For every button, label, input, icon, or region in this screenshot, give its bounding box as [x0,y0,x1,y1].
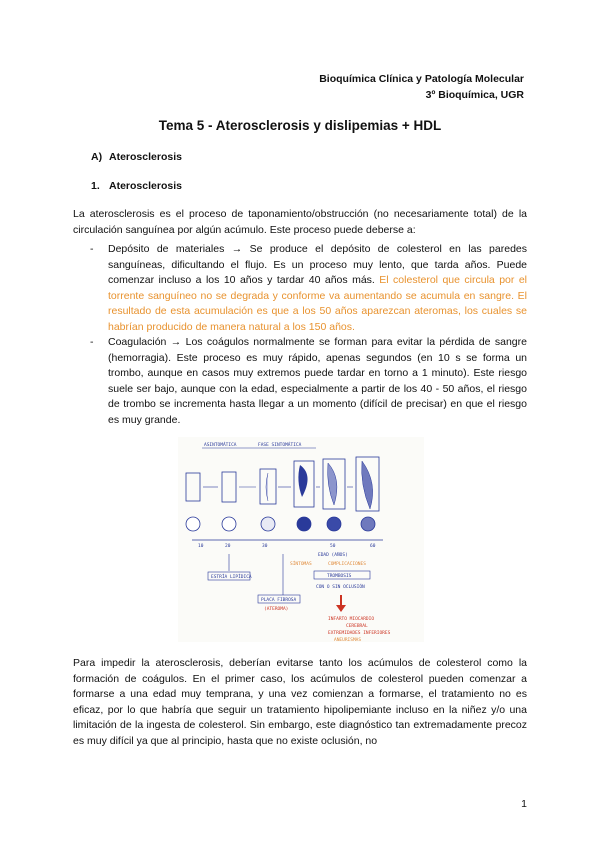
label-placa-fibrosa: PLACA FIBROSA [261,598,297,603]
intro-paragraph: La aterosclerosis es el proceso de taponamiento/obstrucción (no necesariamente total) de la circulación sanguínea por algún acúmulo. Este proceso puede deberse a: [73,208,527,236]
section-a-label: A) [91,151,103,163]
section-1-heading: Aterosclerosis [109,180,182,192]
label-ateroma: (ATEROMA) [264,607,289,612]
tick-30: 30 [262,544,268,549]
section-a-heading: Aterosclerosis [109,151,182,163]
course-year: 3º Bioquímica, UGR [425,89,524,101]
page-title: Tema 5 - Aterosclerosis y dislipemias + HDL [158,118,442,133]
course-header [319,71,524,103]
label-edad: EDAD (AÑOS) [318,553,348,558]
label-trombosis: TROMBOSIS [327,574,352,579]
tick-10: 10 [198,544,204,549]
bullet-deposito [108,242,527,336]
tick-20: 20 [225,544,231,549]
label-fase-sintomatica: FASE SINTOMÁTICA [258,443,302,448]
course-name: Bioquímica Clínica y Patología Molecular [319,73,524,85]
tick-60: 60 [370,544,376,549]
bullet-marker: - [90,243,94,255]
label-aneurismas: ANEURISMAS [334,638,362,642]
label-infarto: INFARTO MIOCARDIO [328,617,375,622]
tick-50: 50 [330,544,336,549]
label-asintomatica: ASINTOMÁTICA [204,443,237,448]
bullet-coagulacion: Coagulación → Los coágulos normalmente se forman para evitar la pérdida de sangre (hemorragia). Este proceso es muy rápido, apenas segundos (en 10 s se forma un trombo, aunque en casos muy extremos puede tardar en torno a 1 minuto). Este riesgo suele ser bajo, aunque con la edad, especialmente a partir de los 40 - 50 años, el riesgo de trombo se incrementa hasta llegar a un momento (difícil de precisar) en que el riesgo es muy grande. [108,336,527,426]
bullet-deposito-text: Depósito de materiales → Se produce el depósito de colesterol en las paredes sanguíneas, dificultando el flujo. Es un proceso muy lento, que tarda años. Puede comenzar incluso a los 10 años y tardar 40 años más. [108,243,527,287]
atherosclerosis-progression-diagram [178,437,424,642]
bullet-deposito-highlight: El colesterol que circula por el torrente sanguíneo no se degrada y conforme va aumentando se acumula en sangre. El resultado de esta acumulación es que a los 50 años aparezcan ateromas, los cuales se habrían producido de manera natural a los 150 años. [108,274,527,333]
page-number: 1 [521,798,527,810]
label-cerebral: CEREBRAL [346,624,368,629]
label-oclusion: CON O SIN OCLUSIÓN [316,585,365,590]
closing-paragraph: Para impedir la aterosclerosis, deberían evitarse tanto los acúmulos de colesterol como la formación de coágulos. En el primer caso, los acúmulos de colesterol pueden comenzar a formarse a una edad muy temprana, y una vez comienzan a formarse, el tratamiento no es eficaz, por lo que habría que seguir un tratamiento hipolipemiante incluso en la niñez y/o una limitación de la ingesta de colesterol. Sin embargo, este diagnóstico tan extremadamente precoz es muy difícil ya que al principio, hasta que no existe oclusión, no [73,657,527,747]
label-estria-lipidica: ESTRÍA LIPÍDICA [211,575,252,580]
section-1-label: 1. [91,180,100,192]
label-sintomas: SÍNTOMAS [290,562,312,567]
bullet-marker: - [90,336,94,348]
label-complicaciones: COMPLICACIONES [328,562,366,567]
label-extremidades: EXTREMIDADES INFERIORES [328,631,391,636]
